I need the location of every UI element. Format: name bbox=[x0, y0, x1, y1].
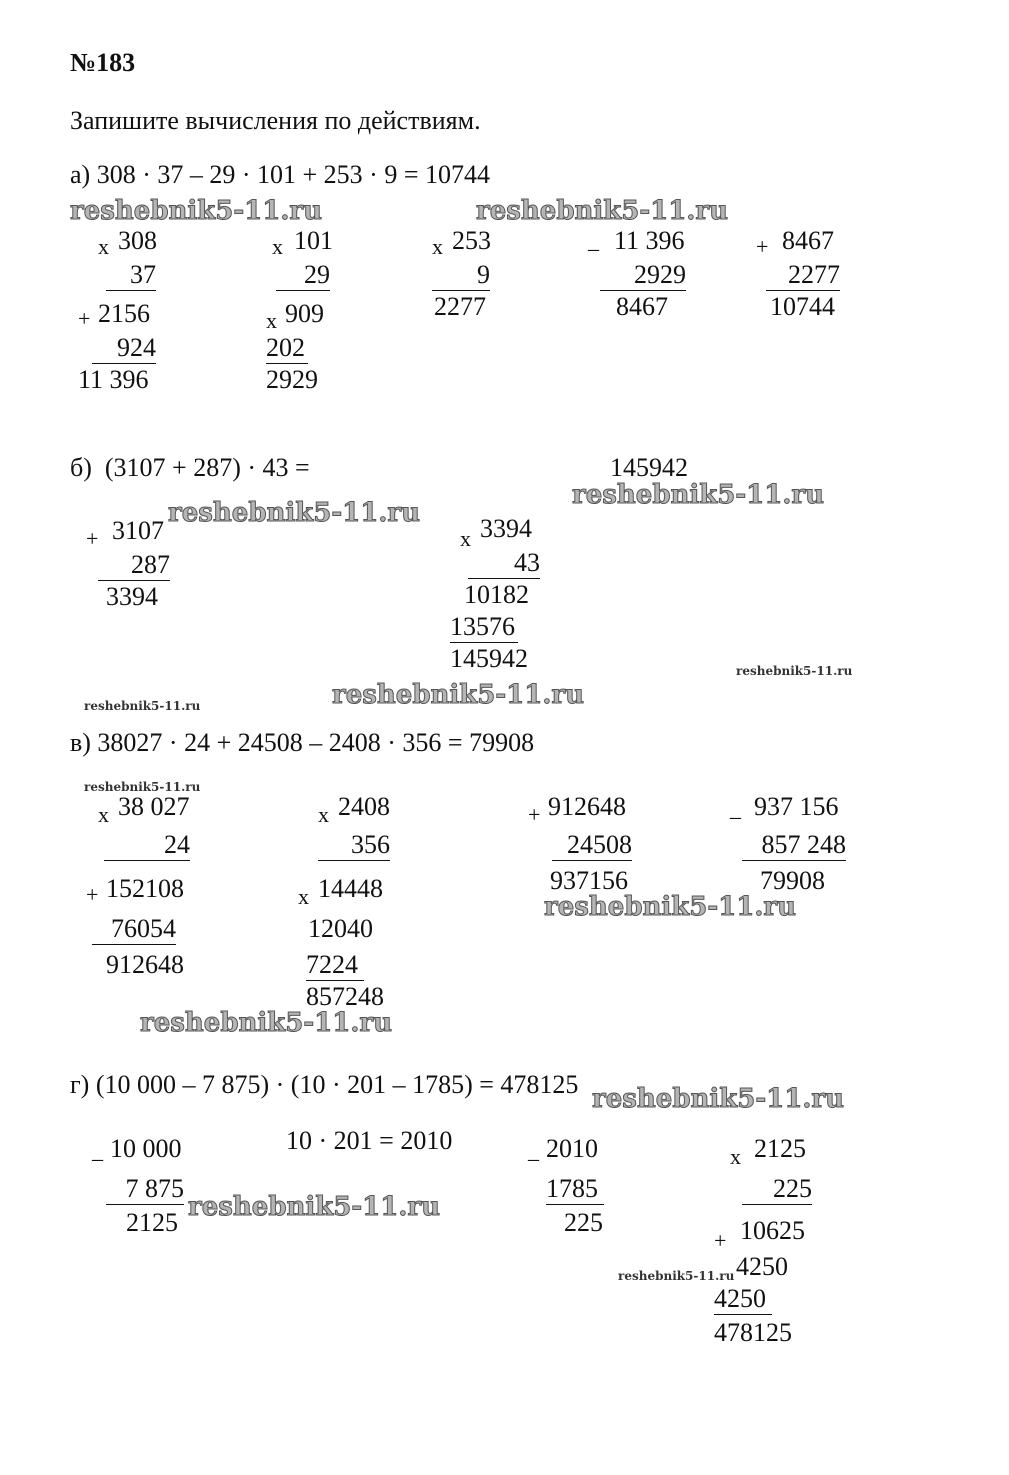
operator-sign: _ bbox=[730, 796, 741, 821]
result: 2277 bbox=[434, 292, 486, 321]
operator-sign: + bbox=[714, 1228, 727, 1253]
task-v: в) 38027 · 24 + 24508 – 2408 · 356 = 79908 bbox=[70, 728, 535, 757]
operator-sign: x bbox=[272, 234, 283, 259]
operand: 38 027 bbox=[118, 792, 190, 821]
operand: 2408 bbox=[338, 792, 390, 821]
partial-product: 202 bbox=[266, 333, 308, 364]
operator-sign: + bbox=[528, 802, 541, 827]
task-a: а) 308 · 37 – 29 · 101 + 253 · 9 = 10744 bbox=[70, 160, 490, 189]
operator-sign: x bbox=[318, 802, 329, 827]
operator-sign: x bbox=[266, 308, 277, 333]
operand: 24 bbox=[104, 830, 190, 861]
result: 912648 bbox=[106, 950, 184, 979]
operand: 11 396 bbox=[614, 226, 685, 255]
operator-sign: + bbox=[86, 526, 99, 551]
partial-product: 4250 bbox=[736, 1252, 788, 1281]
partial-product: 13576 bbox=[450, 612, 518, 643]
result: 225 bbox=[564, 1208, 603, 1237]
result: 10744 bbox=[770, 292, 835, 321]
result: 2125 bbox=[126, 1208, 178, 1237]
operand: 356 bbox=[318, 830, 390, 861]
partial-product: 924 bbox=[92, 333, 156, 364]
result: 79908 bbox=[760, 866, 825, 895]
partial-product: 10182 bbox=[464, 580, 529, 609]
watermark: reshebnik5-11.ru bbox=[592, 1084, 845, 1114]
result: 478125 bbox=[714, 1318, 792, 1347]
operand: 308 bbox=[118, 226, 157, 255]
watermark: reshebnik5-11.ru bbox=[188, 1192, 441, 1222]
watermark-small: reshebnik5-11.ru bbox=[736, 664, 853, 678]
operand: 43 bbox=[468, 548, 540, 579]
operand: 2929 bbox=[600, 260, 686, 291]
result: 8467 bbox=[616, 292, 668, 321]
task-g: г) (10 000 – 7 875) · (10 · 201 – 1785) = 478125 bbox=[70, 1070, 579, 1099]
watermark: reshebnik5-11.ru bbox=[572, 480, 825, 510]
partial-product: 12040 bbox=[308, 914, 373, 943]
result: 937156 bbox=[550, 866, 628, 895]
operand: 3107 bbox=[112, 516, 164, 545]
operator-sign: x bbox=[298, 884, 309, 909]
operator-sign: _ bbox=[588, 228, 599, 253]
partial-product: 76054 bbox=[92, 914, 176, 945]
operand: 7 875 bbox=[106, 1174, 184, 1205]
partial-product: 4250 bbox=[714, 1284, 772, 1315]
watermark: reshebnik5-11.ru bbox=[476, 196, 729, 226]
watermark: reshebnik5-11.ru bbox=[168, 498, 421, 528]
partial-product: 14448 bbox=[318, 874, 383, 903]
operator-sign: x bbox=[432, 234, 443, 259]
operand: 3394 bbox=[480, 514, 532, 543]
operand: 2277 bbox=[766, 260, 840, 291]
operator-sign: x bbox=[460, 526, 471, 551]
result: 857248 bbox=[306, 982, 384, 1011]
result: 145942 bbox=[450, 644, 528, 673]
operator-sign: + bbox=[86, 882, 99, 907]
result: 2929 bbox=[266, 365, 318, 394]
operator-sign: _ bbox=[92, 1138, 103, 1163]
watermark: reshebnik5-11.ru bbox=[332, 680, 585, 710]
result: 3394 bbox=[106, 582, 158, 611]
partial-product: 10625 bbox=[740, 1216, 805, 1245]
operand: 10 000 bbox=[110, 1134, 182, 1163]
watermark: reshebnik5-11.ru bbox=[544, 892, 797, 922]
watermark: reshebnik5-11.ru bbox=[70, 196, 323, 226]
operand: 1785 bbox=[546, 1174, 604, 1205]
watermark-small: reshebnik5-11.ru bbox=[84, 780, 201, 794]
operand: 912648 bbox=[548, 792, 626, 821]
instruction-text: Запишите вычисления по действиям. bbox=[70, 106, 481, 135]
operator-sign: + bbox=[756, 234, 769, 259]
operand: 8467 bbox=[782, 226, 834, 255]
partial-product: 909 bbox=[285, 299, 324, 328]
operand: 37 bbox=[106, 260, 156, 291]
operand: 9 bbox=[432, 260, 490, 291]
operator-sign: + bbox=[78, 306, 91, 331]
operand: 937 156 bbox=[754, 792, 839, 821]
partial-product: 7224 bbox=[306, 950, 364, 981]
problem-number: №183 bbox=[70, 48, 136, 77]
operand: 253 bbox=[452, 226, 491, 255]
answer-b: 145942 bbox=[610, 453, 688, 482]
operand: 29 bbox=[276, 260, 330, 291]
watermark-small: reshebnik5-11.ru bbox=[84, 699, 201, 713]
result: 11 396 bbox=[78, 365, 149, 394]
operand: 2010 bbox=[546, 1134, 598, 1163]
operand: 101 bbox=[294, 226, 333, 255]
partial-product: 152108 bbox=[106, 874, 184, 903]
intermediate-line: 10 · 201 = 2010 bbox=[286, 1126, 453, 1155]
task-b: б) (3107 + 287) · 43 = bbox=[70, 453, 310, 482]
operand: 287 bbox=[98, 550, 170, 581]
operator-sign: x bbox=[98, 234, 109, 259]
operator-sign: _ bbox=[528, 1138, 539, 1163]
watermark: reshebnik5-11.ru bbox=[140, 1008, 393, 1038]
operator-sign: x bbox=[98, 802, 109, 827]
watermark-small: reshebnik5-11.ru bbox=[618, 1269, 735, 1283]
partial-product: 2156 bbox=[98, 299, 150, 328]
operand: 857 248 bbox=[742, 830, 846, 861]
operator-sign: x bbox=[730, 1144, 741, 1169]
operand: 24508 bbox=[552, 830, 632, 861]
operand: 225 bbox=[742, 1174, 812, 1205]
operand: 2125 bbox=[754, 1134, 806, 1163]
